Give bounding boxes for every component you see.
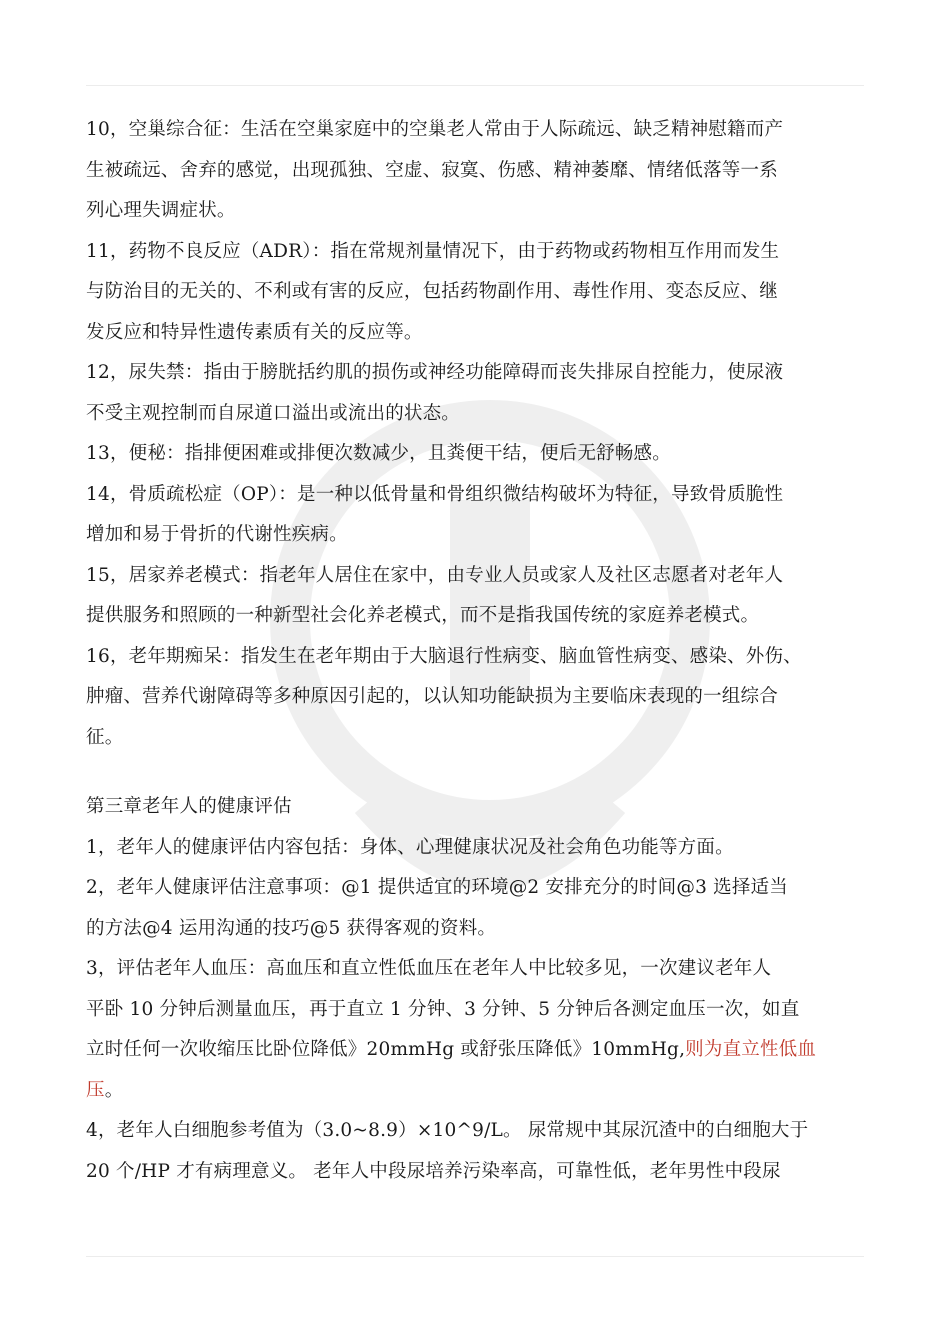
- text-line: 13，便秘：指排便困难或排便次数减少，且粪便干结，便后无舒畅感。: [86, 443, 671, 464]
- text-line: 10，空巢综合征：生活在空巢家庭中的空巢老人常由于人际疏远、缺乏精神慰籍而产: [86, 119, 784, 140]
- text-line-bp: [86, 1030, 876, 1071]
- bp-highlight-cont: 压: [86, 1079, 105, 1101]
- text-line: 不受主观控制而自尿道口溢出或流出的状态。: [86, 402, 461, 424]
- document-body: [86, 110, 876, 1192]
- text-line: 发反应和特异性遗传素质有关的反应等。: [86, 321, 423, 343]
- text-line: 增加和易于骨折的代谢性疾病。: [86, 524, 348, 545]
- header-rule: [86, 85, 864, 86]
- text-line: 20 个/HP 才有病理意义。 老年人中段尿培养污染率高，可靠性低，老年男性中段尿: [86, 1160, 781, 1182]
- text-line: 生被疏远、舍弃的感觉，出现孤独、空虚、寂寞、伤感、精神萎靡、情绪低落等一系: [86, 159, 778, 181]
- text-line: 与防治目的无关的、不利或有害的反应，包括药物副作用、毒性作用、变态反应、继: [86, 281, 778, 302]
- text-line: 征。: [86, 726, 124, 748]
- text-line: 列心理失调症状。: [86, 200, 236, 221]
- text-line: 2，老年人健康评估注意事项：@1 提供适宜的环境@2 安排充分的时间@3 选择适当: [86, 877, 788, 898]
- text-line: 平卧 10 分钟后测量血压，再于直立 1 分钟、3 分钟、5 分钟后各测定血压一次，如直: [86, 998, 800, 1020]
- bp-highlight: 则为直立性低血: [685, 1039, 817, 1060]
- text-line-bp-end: [86, 1071, 876, 1112]
- text-line: 4，老年人白细胞参考值为（3.0~8.9）×10^9/L。 尿常规中其尿沉渣中的白细胞大于: [86, 1120, 809, 1141]
- text-line: 12，尿失禁：指由于膀胱括约肌的损伤或神经功能障碍而丧失排尿自控能力，使尿液: [86, 362, 784, 383]
- chapter-title: 第三章老年人的健康评估: [86, 796, 292, 817]
- text-line: 3，评估老年人血压：高血压和直立性低血压在老年人中比较多见，一次建议老年人: [86, 958, 772, 979]
- paragraph-gap: [86, 758, 876, 787]
- footer-rule: [86, 1256, 864, 1257]
- text-line: 14，骨质疏松症（OP）：是一种以低骨量和骨组织微结构破坏为特征，导致骨质脆性: [86, 483, 784, 505]
- text-line: 的方法@4 运用沟通的技巧@5 获得客观的资料。: [86, 917, 497, 939]
- text-line: 16，老年期痴呆：指发生在老年期由于大脑退行性病变、脑血管性病变、感染、外伤、: [86, 645, 802, 667]
- text-line: 11，药物不良反应（ADR）：指在常规剂量情况下，由于药物或药物相互作用而发生: [86, 240, 780, 262]
- text-line: 肿瘤、营养代谢障碍等多种原因引起的，以认知功能缺损为主要临床表现的一组综合: [86, 686, 778, 707]
- text-line: 提供服务和照顾的一种新型社会化养老模式，而不是指我国传统的家庭养老模式。: [86, 605, 760, 626]
- bp-period: 。: [104, 1079, 124, 1101]
- text-line: 1，老年人的健康评估内容包括：身体、心理健康状况及社会角色功能等方面。: [86, 836, 734, 858]
- bp-text: 立时任何一次收缩压比卧位降低》20mmHg 或舒张压降低》10mmHg,: [86, 1039, 686, 1060]
- text-line: 15，居家养老模式：指老年人居住在家中，由专业人员或家人及社区志愿者对老年人: [86, 564, 784, 586]
